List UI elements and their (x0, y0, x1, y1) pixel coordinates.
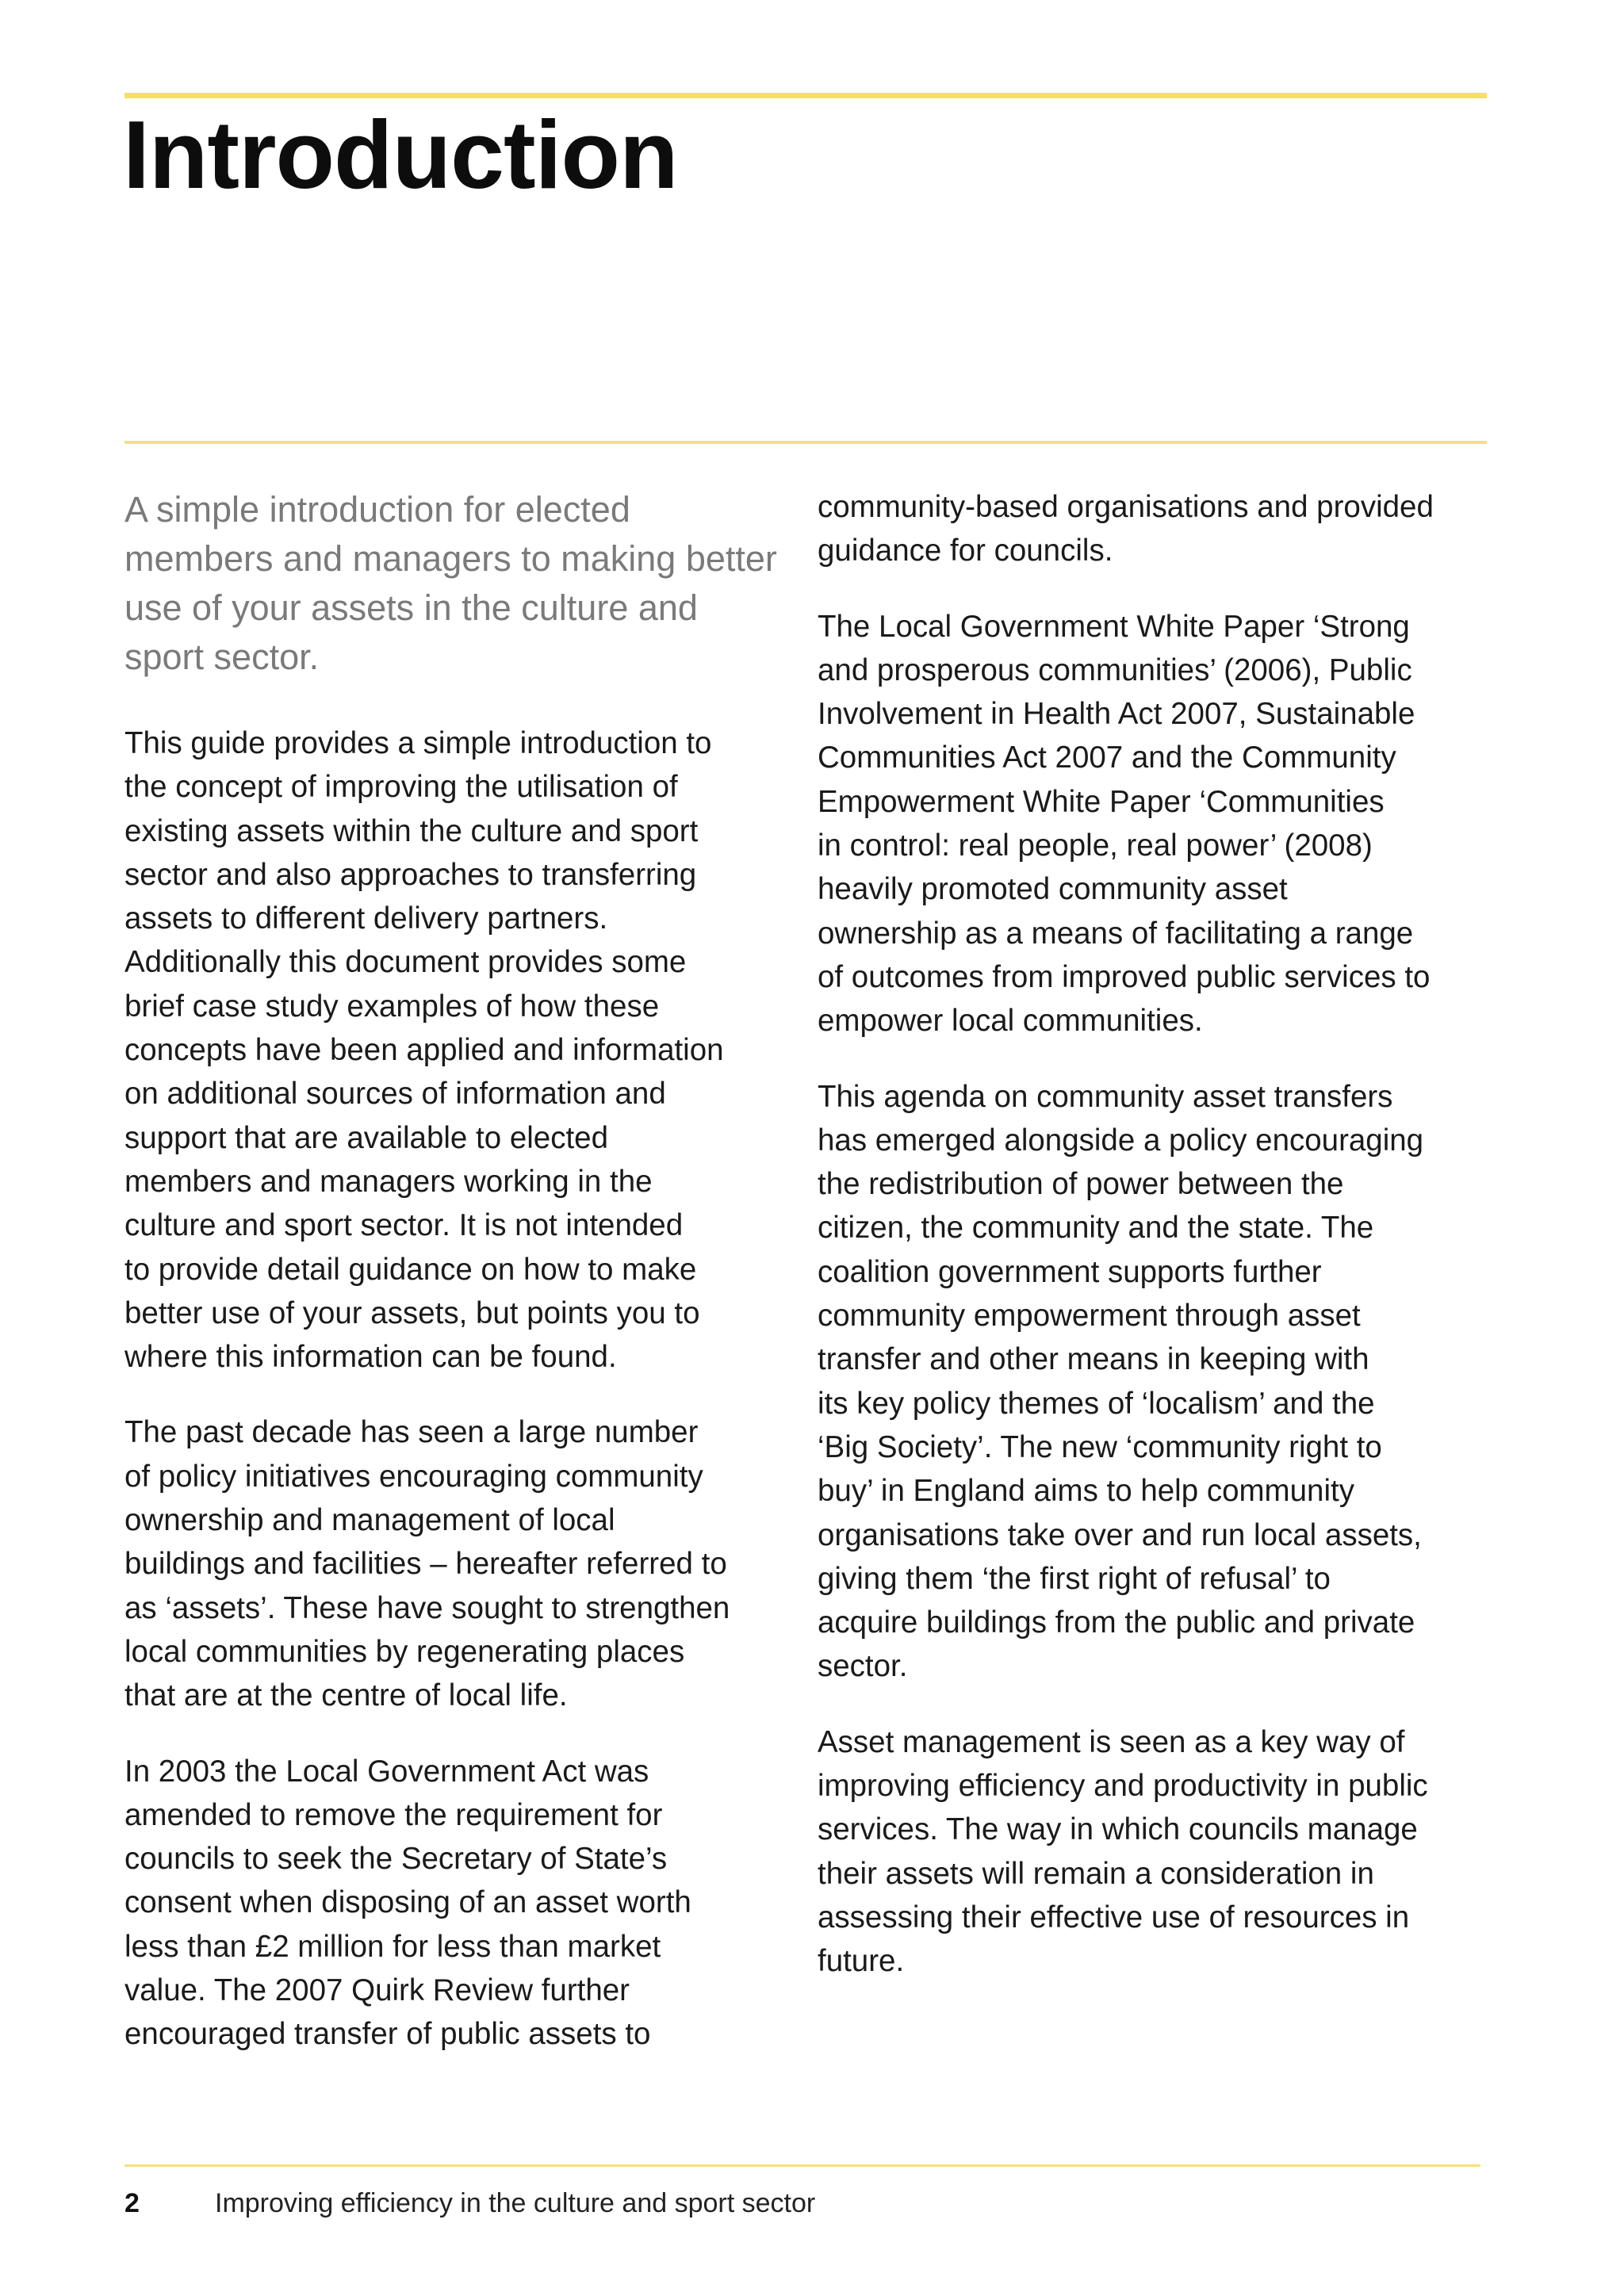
body-paragraph: The Local Government White Paper ‘Strong and prosperous communities’ (2006), Public Involvement in Health Act 2007, Sustainable Communities Act 2007 and the Community Empowerment White Paper ‘Communities in control: real people, real power’ (2008) heavily promoted community asset ownership as a means of facilitating a range of outcomes from improved public services to empower local communities. (818, 609, 1431, 1039)
lead-intro: A simple introduction for elected members and managers to making better use of your assets in the culture and sport sector. (124, 489, 777, 677)
right-column (818, 485, 1492, 2015)
footer-document-title: Improving efficiency in the culture and sport sector (215, 2188, 816, 2218)
section-divider-rule (124, 441, 1487, 444)
body-paragraph: In 2003 the Local Government Act was amended to remove the requirement for councils to seek the Secretary of State’s consent when disposing of an asset worth less than £2 million for less than market value. The 2007 Quirk Review further encouraged transfer of public assets to (124, 1754, 691, 2052)
body-paragraph: community-based organisations and provided guidance for councils. (818, 490, 1434, 568)
body-paragraph: This agenda on community asset transfers has emerged alongside a policy encouraging the redistribution of power between the citizen, the community and the state. The coalition government supports further community empowerment through asset transfer and other means in keeping with its key policy themes of ‘localism’ and the ‘Big Society’. The new ‘community right to buy’ in England aims to help community organisations take over and run local assets, giving them ‘the first right of refusal’ to acquire buildings from the public and private sector. (818, 1079, 1424, 1684)
header-top-rule (124, 93, 1487, 98)
footer-rule (124, 2164, 1480, 2167)
body-paragraph: This guide provides a simple introduction to the concept of improving the utilisation of existing assets within the culture and sport sector and also approaches to transferring assets to different delivery partners. Additionally this document provides some brief case study examples of how these concepts have been applied and information on additional sources of information and support that are available to elected members and managers working in the culture and sport sector. It is not intended to provide detail guidance on how to make better use of your assets, but points you to where this information can be found. (124, 726, 724, 1375)
footer-page-number: 2 (124, 2188, 140, 2218)
page-title: Introduction (123, 101, 678, 209)
body-paragraph: Asset management is seen as a key way of improving efficiency and productivity in public services. The way in which councils manage their assets will remain a consideration in assessing their effective use of resources in future. (818, 1724, 1428, 1979)
body-paragraph: The past decade has seen a large number of policy initiatives encouraging community ownership and management of local buildings and facilities – hereafter referred to as ‘assets’. These have sought to strengthen local communities by regenerating places that are at the centre of local life. (124, 1415, 730, 1713)
left-column (124, 485, 783, 2088)
